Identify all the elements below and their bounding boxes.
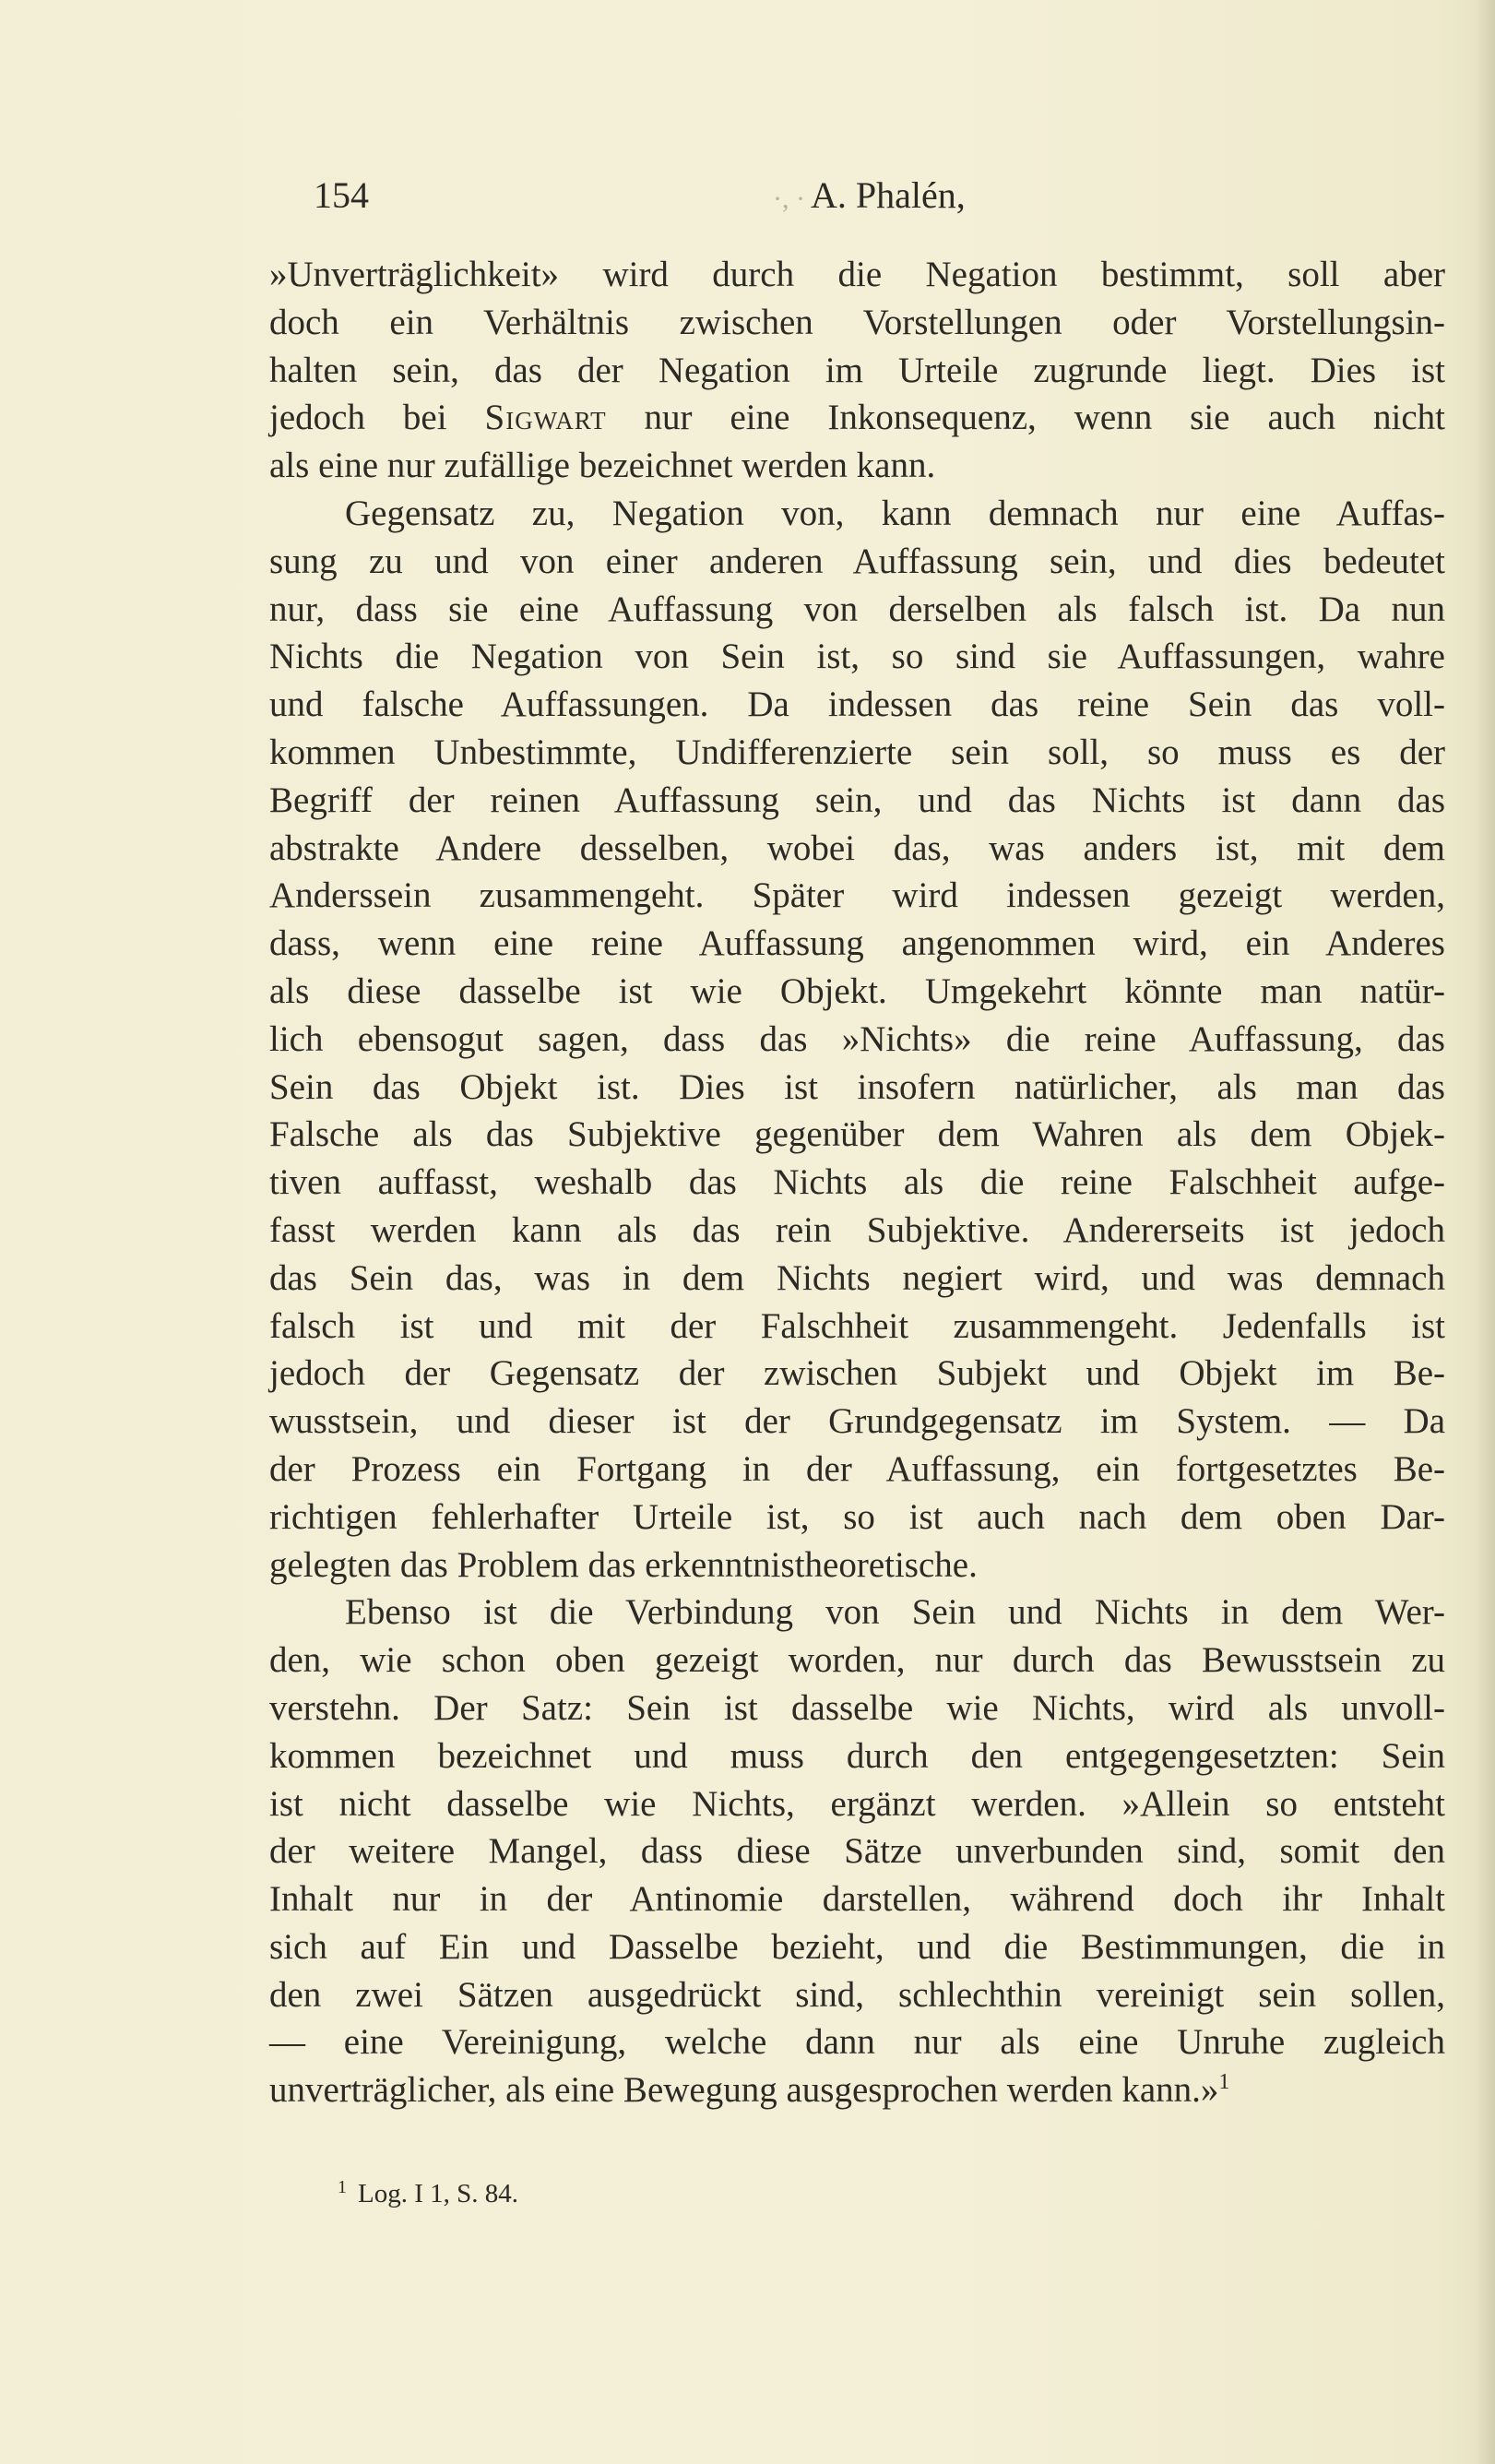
text-line xyxy=(269,633,1445,681)
body-text xyxy=(269,251,1445,2114)
text-line xyxy=(269,1446,1445,1494)
text-segment: Inhalt nur in der Antinomie darstellen, während doch ihr Inhalt xyxy=(269,1879,1445,1920)
text-line xyxy=(269,1207,1445,1255)
text-segment: der weitere Mangel, dass diese Sätze unverbunden sind, somit den xyxy=(269,1831,1445,1872)
text-line xyxy=(269,538,1445,586)
page-number: 154 xyxy=(314,174,369,216)
text-line xyxy=(269,1494,1445,1541)
text-segment: als eine nur zufällige bezeichnet werden kann. xyxy=(269,446,936,486)
text-line xyxy=(269,1159,1445,1207)
footnote-mark: 1 xyxy=(338,2177,347,2197)
text-line xyxy=(269,1780,1445,1828)
text-segment: — eine Vereinigung, welche dann nur als eine Unruhe zugleich xyxy=(269,2022,1445,2063)
text-line xyxy=(269,872,1445,920)
text-segment: tiven auffasst, weshalb das Nichts als die reine Falschheit aufge- xyxy=(269,1162,1445,1203)
text-segment: ist nicht dasselbe wie Nichts, ergänzt werden. »Allein so entsteht xyxy=(269,1783,1445,1824)
text-segment: verstehn. Der Satz: Sein ist dasselbe wie Nichts, wird als unvoll- xyxy=(269,1687,1445,1728)
text-line xyxy=(269,347,1445,395)
text-segment: sich auf Ein und Dasselbe bezieht, und die Bestimmungen, die in xyxy=(269,1926,1445,1967)
text-line xyxy=(269,394,1445,442)
text-segment: kommen Unbestimmte, Undifferenzierte sein soll, so muss es der xyxy=(269,732,1445,772)
text-line xyxy=(269,1303,1445,1351)
text-segment: unverträglicher, als eine Bewegung ausgesprochen werden kann.» xyxy=(269,2070,1219,2111)
running-head xyxy=(773,168,966,227)
text-segment: nur, dass sie eine Auffassung von derselben als falsch ist. Da nun xyxy=(269,589,1445,629)
text-line xyxy=(269,1541,1445,1589)
text-segment: nur eine Inkonsequenz, wenn sie auch nicht xyxy=(606,398,1446,438)
text-segment: kommen bezeichnet und muss durch den entgegengesetzten: Sein xyxy=(269,1735,1445,1776)
text-segment: jedoch der Gegensatz der zwischen Subjekt und Objekt im Be- xyxy=(269,1353,1445,1394)
footnote xyxy=(338,2169,518,2212)
text-segment: jedoch bei xyxy=(269,398,485,438)
text-line xyxy=(269,1923,1445,1971)
page-edge-shadow xyxy=(1475,0,1495,2464)
text-line xyxy=(269,968,1445,1016)
text-line xyxy=(269,681,1445,729)
text-line xyxy=(269,777,1445,825)
running-head-text: A. Phalén, xyxy=(810,174,966,216)
text-segment: fasst werden kann als das rein Subjektive. Andererseits ist jedoch xyxy=(269,1209,1445,1250)
text-segment: doch ein Verhältnis zwischen Vorstellungen oder Vorstellungsin- xyxy=(269,302,1445,342)
text-segment: sung zu und von einer anderen Auffassung sein, und dies bedeutet xyxy=(269,541,1445,581)
footnote-text: Log. I 1, S. 84. xyxy=(358,2179,518,2208)
text-line xyxy=(269,1637,1445,1684)
text-line xyxy=(269,1255,1445,1303)
text-segment: und falsche Auffassungen. Da indessen das reine Sein das voll- xyxy=(269,684,1445,725)
text-line xyxy=(269,1589,1445,1637)
print-smudge: ·, · xyxy=(773,184,805,214)
text-line xyxy=(269,1111,1445,1159)
text-segment: Falsche als das Subjektive gegenüber dem Wahren als dem Objek- xyxy=(269,1114,1445,1155)
text-segment: lich ebensogut sagen, dass das »Nichts» die reine Auffassung, das xyxy=(269,1018,1445,1059)
text-line xyxy=(269,442,1445,490)
text-line xyxy=(269,1064,1445,1112)
text-line xyxy=(269,2018,1445,2066)
text-line xyxy=(269,490,1445,538)
text-line xyxy=(269,586,1445,634)
text-segment: der Prozess ein Fortgang in der Auffassung, ein fortgesetztes Be- xyxy=(269,1448,1445,1489)
text-line xyxy=(269,1398,1445,1446)
text-line xyxy=(269,2066,1445,2114)
text-segment: den zwei Sätzen ausgedrückt sind, schlechthin vereinigt sein sollen, xyxy=(269,1974,1445,2015)
text-segment: abstrakte Andere desselben, wobei das, was anders ist, mit dem xyxy=(269,827,1445,868)
text-segment: halten sein, das der Negation im Urteile zugrunde liegt. Dies ist xyxy=(269,350,1445,390)
text-segment: dass, wenn eine reine Auffassung angenommen wird, ein Anderes xyxy=(269,923,1445,964)
text-segment: Nichts die Negation von Sein ist, so sind sie Auffassungen, wahre xyxy=(269,637,1445,677)
text-line xyxy=(269,1350,1445,1398)
text-segment: »Unverträglichkeit» wird durch die Negation bestimmt, soll aber xyxy=(269,255,1445,294)
text-segment: Sein das Objekt ist. Dies ist insofern natürlicher, als man das xyxy=(269,1066,1445,1107)
text-segment: richtigen fehlerhafter Urteile ist, so ist auch nach dem oben Dar- xyxy=(269,1496,1445,1537)
text-segment: gelegten das Problem das erkenntnistheoretische. xyxy=(269,1544,978,1585)
text-segment: das Sein das, was in dem Nichts negiert wird, und was demnach xyxy=(269,1257,1445,1298)
text-line xyxy=(269,920,1445,968)
text-segment: den, wie schon oben gezeigt worden, nur durch das Bewusstsein zu xyxy=(269,1640,1445,1681)
text-line xyxy=(269,1827,1445,1875)
text-segment: falsch ist und mit der Falschheit zusammengeht. Jedenfalls ist xyxy=(269,1305,1445,1346)
text-segment: wusstsein, und dieser ist der Grundgegensatz im System. — Da xyxy=(269,1401,1445,1442)
text-line xyxy=(269,299,1445,347)
text-segment: als diese dasselbe ist wie Objekt. Umgekehrt könnte man natür- xyxy=(269,970,1445,1011)
text-segment: Gegensatz zu, Negation von, kann demnach nur eine Auffas- xyxy=(345,493,1445,533)
text-line xyxy=(269,251,1445,299)
text-segment: Begriff der reinen Auffassung sein, und das Nichts ist dann das xyxy=(269,780,1445,820)
author-name: Sigwart xyxy=(484,398,607,438)
text-line xyxy=(269,729,1445,777)
page-header xyxy=(269,168,1445,223)
text-segment: Anderssein zusammengeht. Später wird indessen gezeigt werden, xyxy=(269,875,1445,916)
text-segment: Ebenso ist die Verbindung von Sein und Nichts in dem Wer- xyxy=(345,1592,1445,1633)
text-line xyxy=(269,1875,1445,1923)
text-line xyxy=(269,1684,1445,1732)
text-line xyxy=(269,1732,1445,1780)
text-line xyxy=(269,1016,1445,1064)
text-line xyxy=(269,825,1445,873)
footnote-reference: 1 xyxy=(1218,2070,1230,2095)
text-line xyxy=(269,1971,1445,2019)
